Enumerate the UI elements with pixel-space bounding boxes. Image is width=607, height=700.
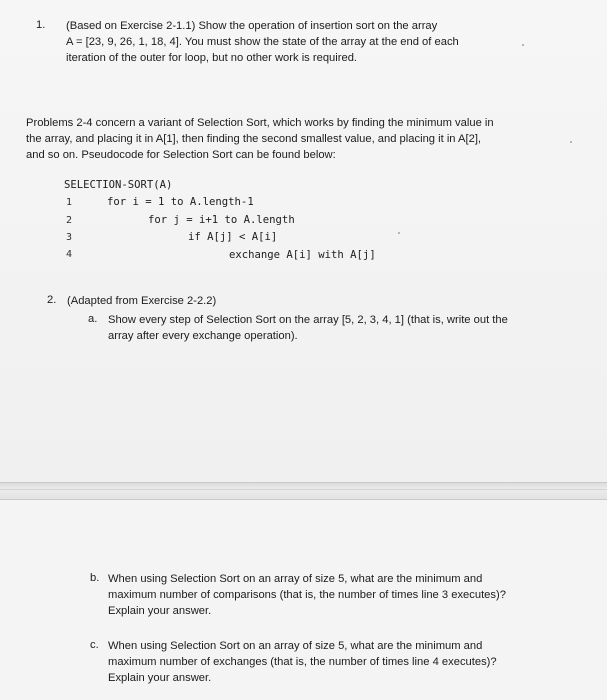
part-a-line: array after every exchange operation). [108, 330, 298, 342]
part-b-line: When using Selection Sort on an array of size 5, what are the minimum and [108, 573, 483, 585]
part-b-line: Explain your answer. [108, 605, 212, 617]
pseudocode-line-number: 3 [66, 232, 73, 243]
pseudocode-line: for j = i+1 to A.length [148, 214, 295, 226]
pseudocode-line: if A[j] < A[i] [188, 231, 278, 243]
problem-2-number: 2. [47, 294, 57, 306]
intro-line: and so on. Pseudocode for Selection Sort can be found below: [26, 149, 336, 161]
part-c-line: Explain your answer. [108, 672, 212, 684]
part-c-line: When using Selection Sort on an array of size 5, what are the minimum and [108, 640, 483, 652]
part-b-line: maximum number of comparisons (that is, the number of times line 3 executes)? [108, 589, 506, 601]
pseudocode-line: exchange A[i] with A[j] [229, 249, 376, 261]
problem-1-line: A = [23, 9, 26, 1, 18, 4]. You must show the state of the array at the end of each [66, 36, 459, 48]
intro-line: the array, and placing it in A[1], then finding the second smallest value, and placing it in A[2], [26, 133, 482, 145]
speck-mark [570, 141, 572, 143]
pseudocode-line-number: 2 [66, 215, 73, 226]
divider-line [0, 489, 607, 490]
pseudocode-header: SELECTION-SORT(A) [64, 179, 173, 191]
part-c-line: maximum number of exchanges (that is, the number of times line 4 executes)? [108, 656, 497, 668]
problem-2-title: (Adapted from Exercise 2-2.2) [67, 295, 217, 307]
pseudocode-line-number: 4 [66, 249, 73, 260]
problem-1-number: 1. [36, 19, 46, 31]
problem-1-line: iteration of the outer for loop, but no other work is required. [66, 52, 358, 64]
page-fold-seam [0, 482, 607, 500]
part-c-label: c. [90, 639, 99, 651]
intro-line: Problems 2-4 concern a variant of Selection Sort, which works by finding the minimum value in [26, 117, 494, 129]
divider-line [0, 482, 607, 483]
pseudocode-line: for i = 1 to A.length-1 [107, 196, 254, 208]
speck-mark [398, 232, 400, 234]
part-b-label: b. [90, 572, 100, 584]
part-a-line: Show every step of Selection Sort on the array [5, 2, 3, 4, 1] (that is, write out the [108, 314, 508, 326]
part-a-label: a. [88, 313, 98, 325]
pseudocode-line-number: 1 [66, 197, 73, 208]
problem-1-line: (Based on Exercise 2-1.1) Show the operation of insertion sort on the array [66, 20, 438, 32]
speck-mark [522, 44, 524, 46]
